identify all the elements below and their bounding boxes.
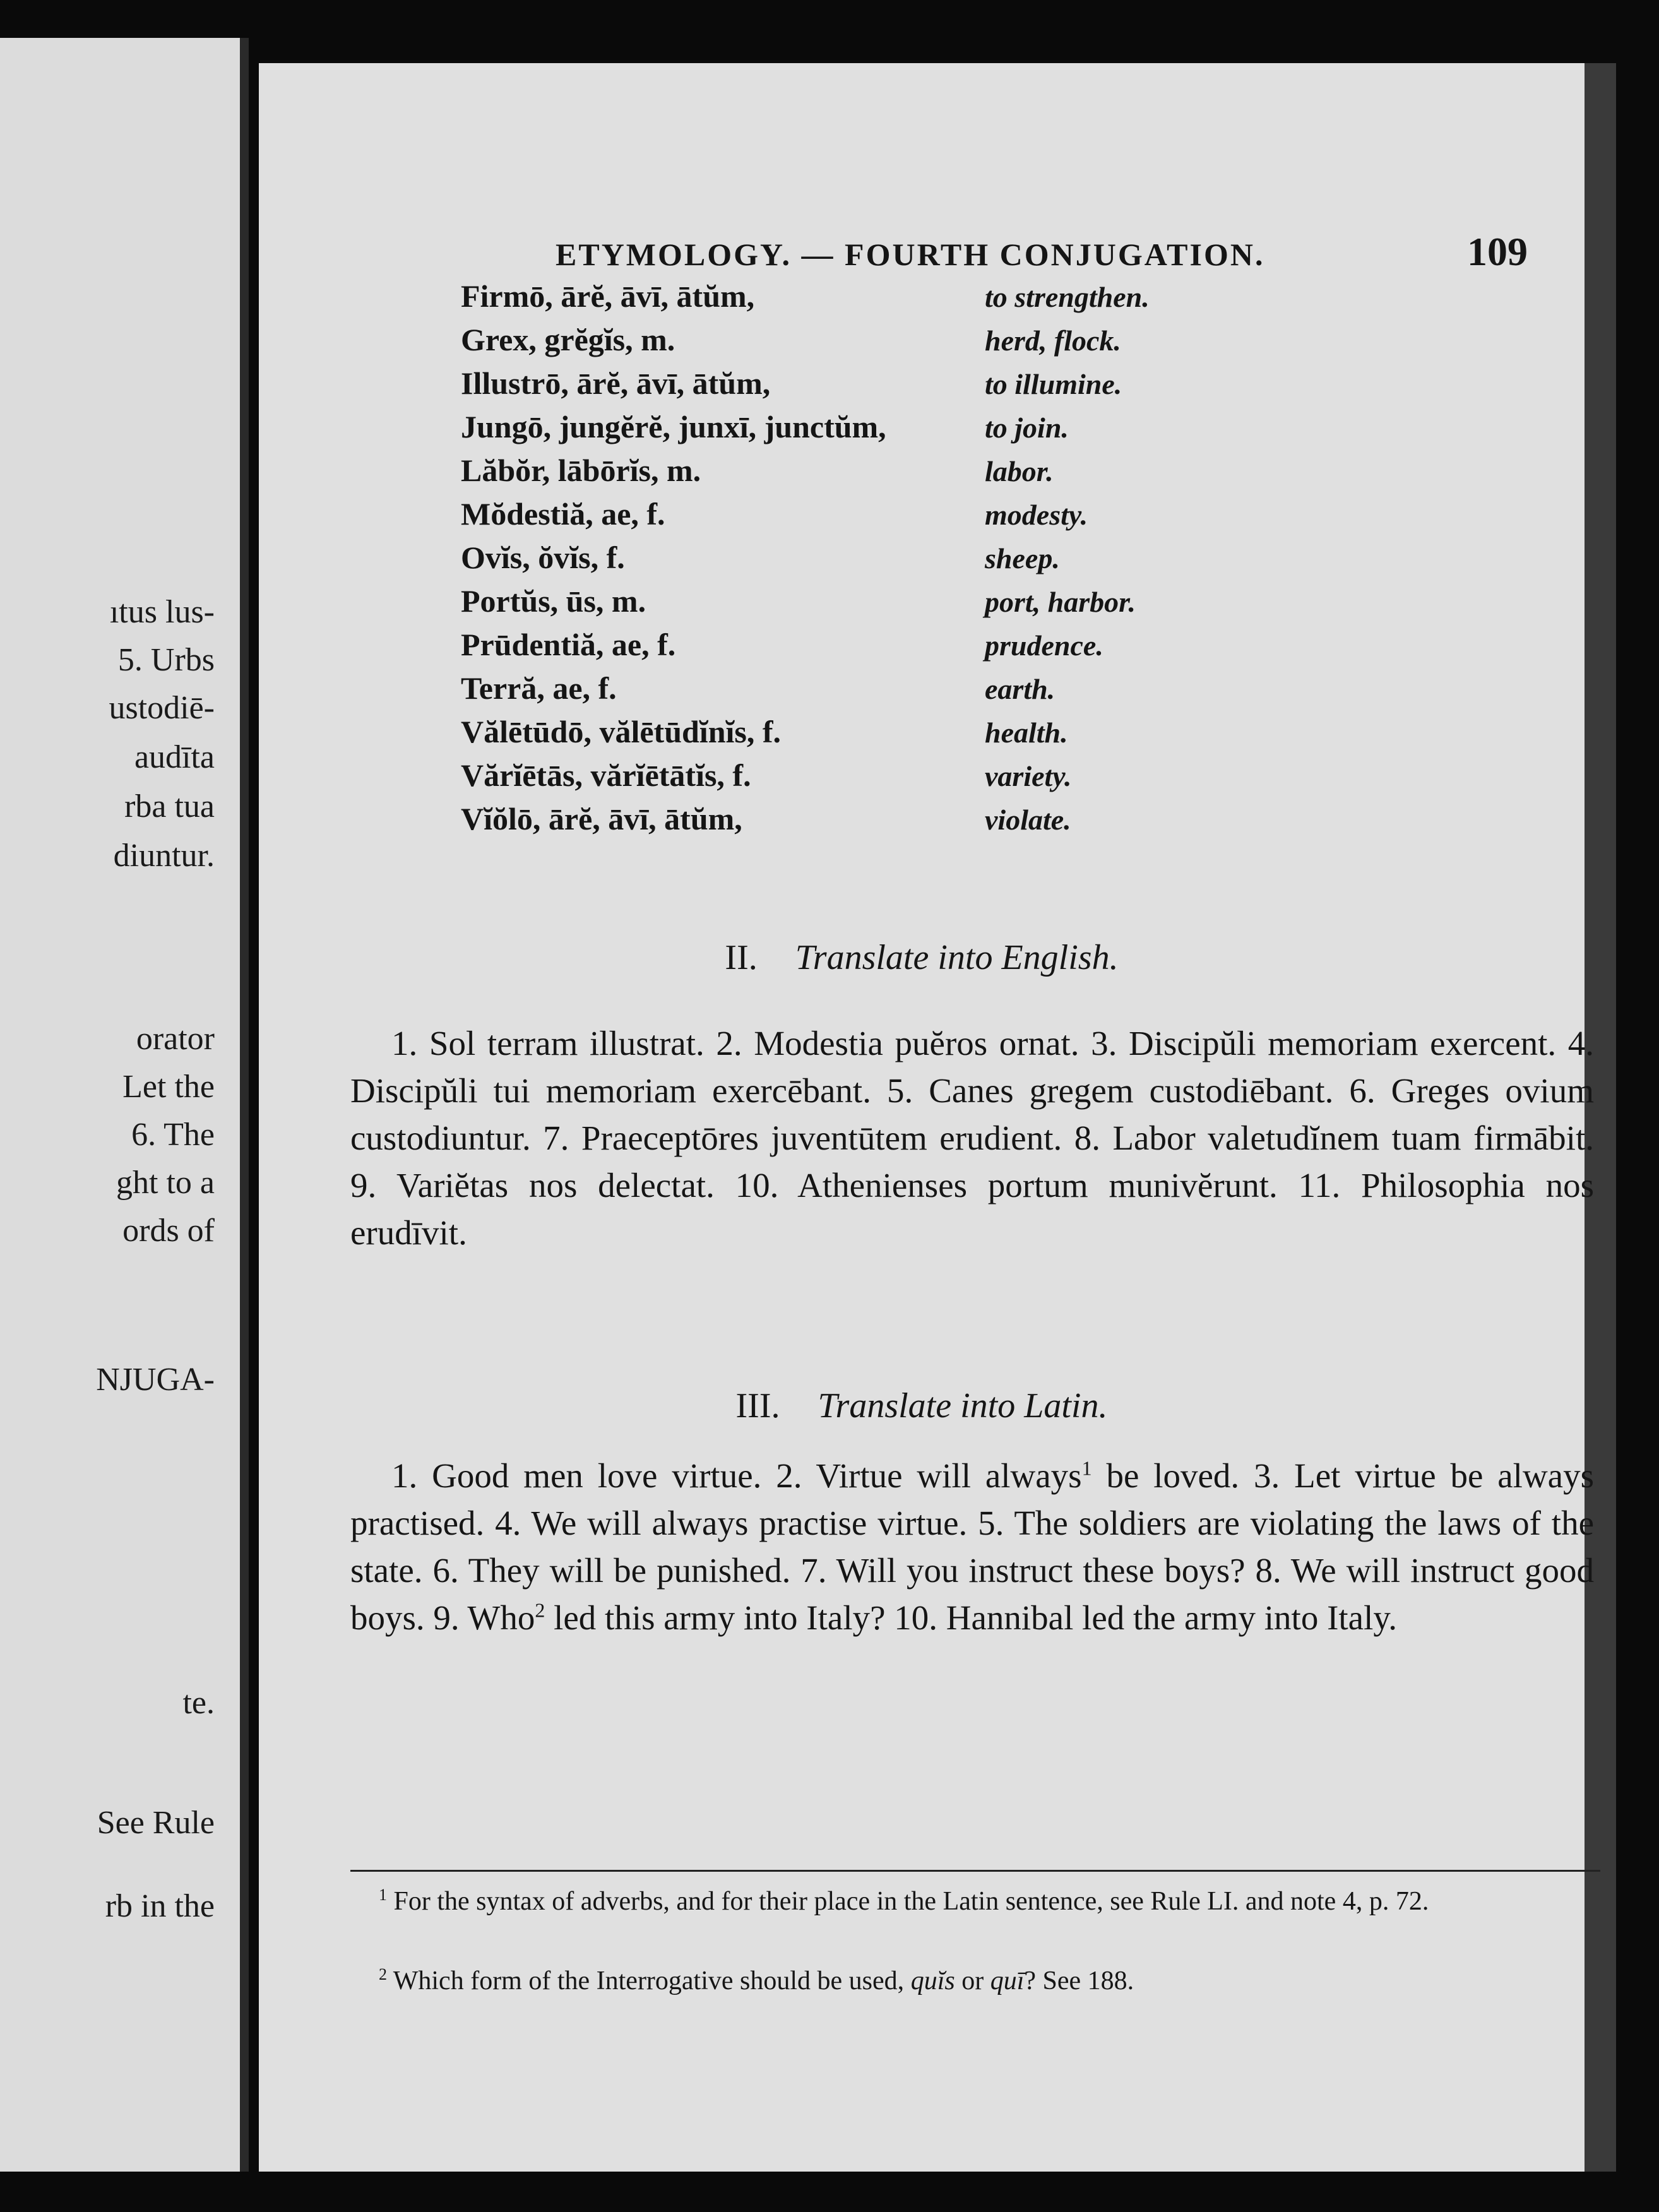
footnote-1-mark: 1 [379, 1886, 387, 1904]
vocab-english: port, harbor. [985, 586, 1136, 618]
vocab-latin: Prūdentiă, ae, f. [461, 627, 676, 662]
left-page-line: ustodiē- [109, 690, 215, 726]
vocab-row [461, 496, 1281, 539]
left-page-line: Let the [122, 1069, 215, 1105]
footnote-1 [350, 1882, 1600, 1920]
left-page-line: NJUGA- [96, 1362, 215, 1398]
vocab-latin: Portŭs, ūs, m. [461, 583, 646, 619]
vocab-row [461, 321, 1281, 365]
vocab-english: variety. [985, 760, 1072, 792]
footnote-2-text-before: Which form of the Interrogative should be used, [393, 1966, 911, 1995]
vocab-latin: Jungō, jungĕrĕ, junxī, junctŭm, [461, 409, 886, 444]
section-2-title: Translate into English. [795, 938, 1119, 977]
vocab-english: prudence. [985, 629, 1103, 662]
left-page-line: rba tua [124, 788, 215, 824]
vocab-latin: Vĭŏlō, ārĕ, āvī, ātŭm, [461, 801, 742, 836]
footnote-2-mark: 2 [379, 1965, 387, 1983]
vocab-latin: Vărĭētās, vărĭētātĭs, f. [461, 758, 751, 793]
left-page-line: ords of [122, 1213, 215, 1249]
vocab-latin: Ovĭs, ŏvĭs, f. [461, 540, 625, 575]
vocab-latin: Grex, grĕgĭs, m. [461, 322, 675, 357]
footnote-ref-1: 1 [1081, 1456, 1092, 1480]
right-page [259, 63, 1616, 2172]
section-2-numeral: II. [725, 938, 758, 977]
vocab-english: earth. [985, 673, 1055, 705]
vocab-english: health. [985, 717, 1068, 749]
header-title: ETYMOLOGY. — FOURTH CONJUGATION. [556, 237, 1265, 272]
section-3-text-a: 1. Good men love virtue. 2. Virtue will always [391, 1456, 1082, 1495]
vocab-latin: Illustrō, ārĕ, āvī, ātŭm, [461, 366, 771, 401]
left-page-line: te. [182, 1685, 215, 1721]
section-3-title: Translate into Latin. [818, 1386, 1108, 1425]
vocab-row [461, 365, 1281, 408]
vocab-row [461, 583, 1281, 626]
vocab-latin: Lăbŏr, lābōrĭs, m. [461, 453, 701, 488]
vocab-english: to illumine. [985, 368, 1122, 400]
vocab-latin: Mŏdestiă, ae, f. [461, 496, 665, 532]
footnote-2-text-after: ? See 188. [1024, 1966, 1134, 1995]
footnote-2-middle: or [954, 1966, 990, 1995]
left-page-line: ght to a [116, 1165, 215, 1201]
vocab-latin: Firmō, ārĕ, āvī, ātŭm, [461, 278, 755, 314]
vocab-row [461, 452, 1281, 496]
footnote-2-italic-quis: quĭs [910, 1966, 955, 1995]
section-3-numeral: III. [735, 1386, 780, 1425]
section-3-exercise [350, 1452, 1594, 1641]
vocab-row [461, 626, 1281, 670]
vocab-english: modesty. [985, 499, 1088, 531]
left-page-line: audīta [134, 739, 215, 775]
left-page-line: orator [136, 1021, 215, 1057]
vocab-english: sheep. [985, 542, 1060, 574]
footnote-2-italic-qui: quī [990, 1966, 1025, 1995]
left-page-line: 5. Urbs [117, 642, 215, 678]
section-2-heading [259, 937, 1585, 978]
left-page-line: rb in the [105, 1888, 215, 1924]
section-3-text-c: led this army into Italy? 10. Hannibal led the army into Italy. [545, 1598, 1398, 1637]
left-page-line: diuntur. [113, 838, 215, 874]
vocab-row [461, 713, 1281, 757]
vocab-english: labor. [985, 455, 1054, 487]
footnote-1-text: For the syntax of adverbs, and for their place in the Latin sentence, see Rule LI. and note 4, p. 72. [393, 1887, 1429, 1916]
running-header [556, 229, 1528, 275]
footnote-rule [350, 1870, 1600, 1872]
vocab-latin: Terră, ae, f. [461, 670, 617, 706]
left-page-line: See Rule [97, 1805, 215, 1841]
vocab-english: to strengthen. [985, 281, 1150, 313]
footnote-ref-2: 2 [535, 1598, 545, 1622]
vocab-english: to join. [985, 412, 1069, 444]
vocab-row [461, 539, 1281, 583]
left-page-line: ıtus lus- [109, 594, 215, 630]
vocab-latin: Vălētūdō, vălētūdĭnĭs, f. [461, 714, 782, 749]
left-page-line: 6. The [131, 1117, 215, 1153]
page-number: 109 [1467, 229, 1528, 274]
vocabulary-list [461, 278, 1281, 844]
vocab-english: herd, flock. [985, 324, 1121, 357]
vocab-row [461, 408, 1281, 452]
section-2-exercise: 1. Sol terram illustrat. 2. Modestia puĕros ornat. 3. Discipŭli memoriam exercent. 4. Discipŭli tui memoriam exercēbant. 5. Canes gregem custodiēbant. 6. Greges ovium custodiuntur. 7. Praeceptōres juventūtem erudient. 8. Labor valetudĭnem tuam firmābit. 9. Variĕtas nos delectat. 10. Athenienses portum munivĕrunt. 11. Philosophia nos erudīvit. [350, 1024, 1594, 1252]
vocab-row [461, 800, 1281, 844]
section-3-heading [259, 1386, 1585, 1426]
vocab-row [461, 278, 1281, 321]
vocab-row [461, 670, 1281, 713]
footnote-2 [350, 1962, 1600, 2000]
vocab-row [461, 757, 1281, 800]
section-3-text-b: be loved. 3. Let virtue be always practised. 4. We will always practise virtue. 5. The soldiers are violating the laws of the state. 6. They will be punished. 7. Will you instruct these boys? 8. We will instruct good boys. 9. Who [350, 1456, 1594, 1637]
vocab-english: violate. [985, 804, 1071, 836]
